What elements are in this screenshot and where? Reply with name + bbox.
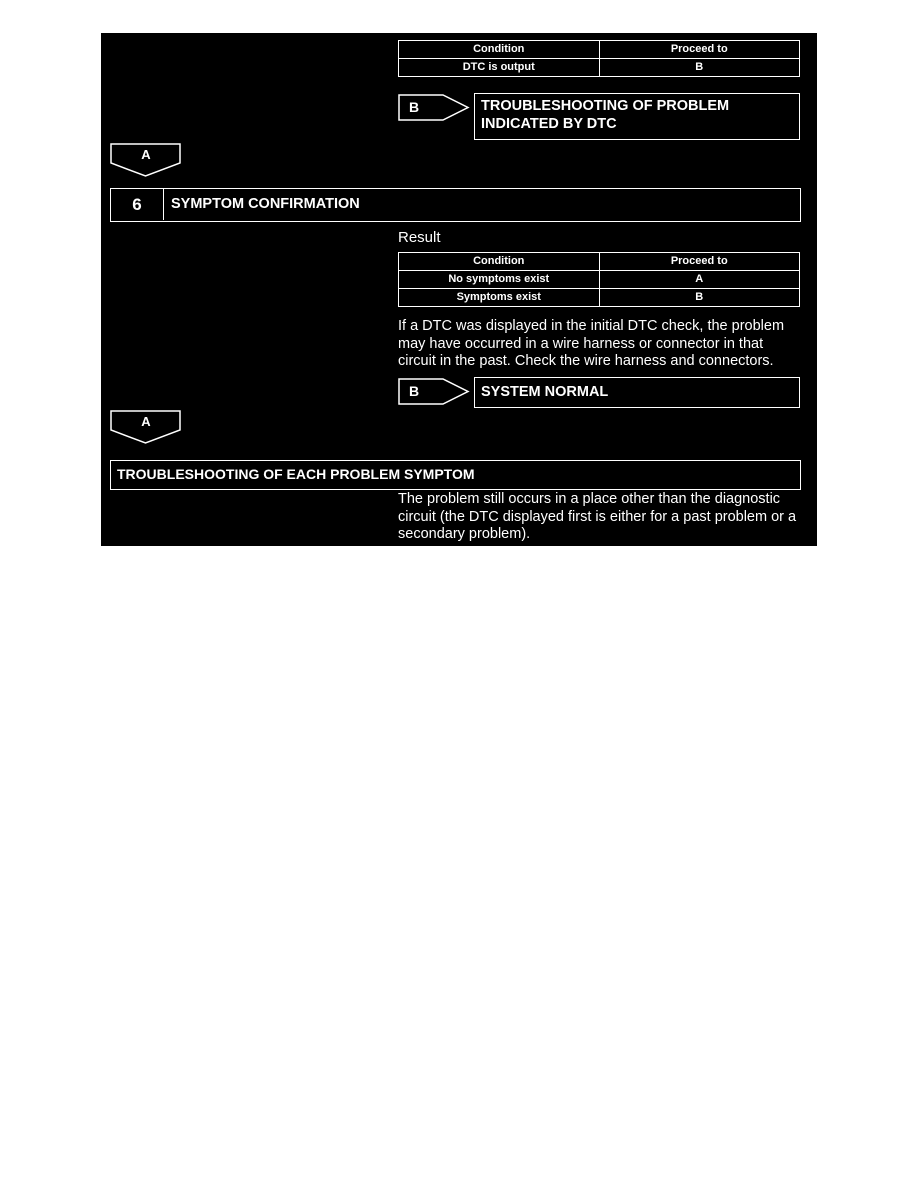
target-label: TROUBLESHOOTING OF PROBLEM INDICATED BY DTC xyxy=(481,98,730,132)
branch-b-label: B xyxy=(408,99,420,115)
branch-b-label: B xyxy=(408,383,420,399)
table-cell: B xyxy=(599,59,800,77)
branch-a-label: A xyxy=(141,414,151,429)
table-header-cell: Proceed to xyxy=(599,41,800,59)
problem-location-note: The problem still occurs in a place other than the diagnostic circuit (the DTC displayed first is either for a past problem or a secondary problem). xyxy=(398,491,797,542)
dtc-history-note: If a DTC was displayed in the initial DTC check, the problem may have occurred in a wire harness or connector in that circuit in the past. Check the wire harness and connectors. xyxy=(398,318,785,369)
table-row xyxy=(399,271,800,289)
step-number-cell xyxy=(111,189,164,220)
table-cell: DTC is output xyxy=(399,59,600,77)
procedure-panel xyxy=(101,33,817,546)
table-header-row xyxy=(399,41,800,59)
box-title: TROUBLESHOOTING OF EACH PROBLEM SYMPTOM xyxy=(117,466,475,482)
table-header-cell: Condition xyxy=(399,41,600,59)
step-6-box xyxy=(110,188,801,222)
table-cell: Symptoms exist xyxy=(399,289,600,307)
table-row xyxy=(399,59,800,77)
table-cell: No symptoms exist xyxy=(399,271,600,289)
table-header-cell: Proceed to xyxy=(599,253,800,271)
step-number: 6 xyxy=(132,195,142,214)
target-label: SYSTEM NORMAL xyxy=(481,384,609,400)
system-normal-box xyxy=(474,377,800,408)
step-title: SYMPTOM CONFIRMATION xyxy=(171,196,360,212)
table-cell: A xyxy=(599,271,800,289)
table-cell: B xyxy=(599,289,800,307)
each-problem-symptom-box xyxy=(110,460,801,490)
result-condition-table xyxy=(398,252,800,307)
table-header-cell: Condition xyxy=(399,253,600,271)
table-header-row xyxy=(399,253,800,271)
dtc-condition-table xyxy=(398,40,800,77)
table-row xyxy=(399,289,800,307)
branch-a-label: A xyxy=(141,147,151,162)
problem-indicated-by-dtc-box xyxy=(474,93,800,140)
result-label: Result xyxy=(398,229,441,246)
